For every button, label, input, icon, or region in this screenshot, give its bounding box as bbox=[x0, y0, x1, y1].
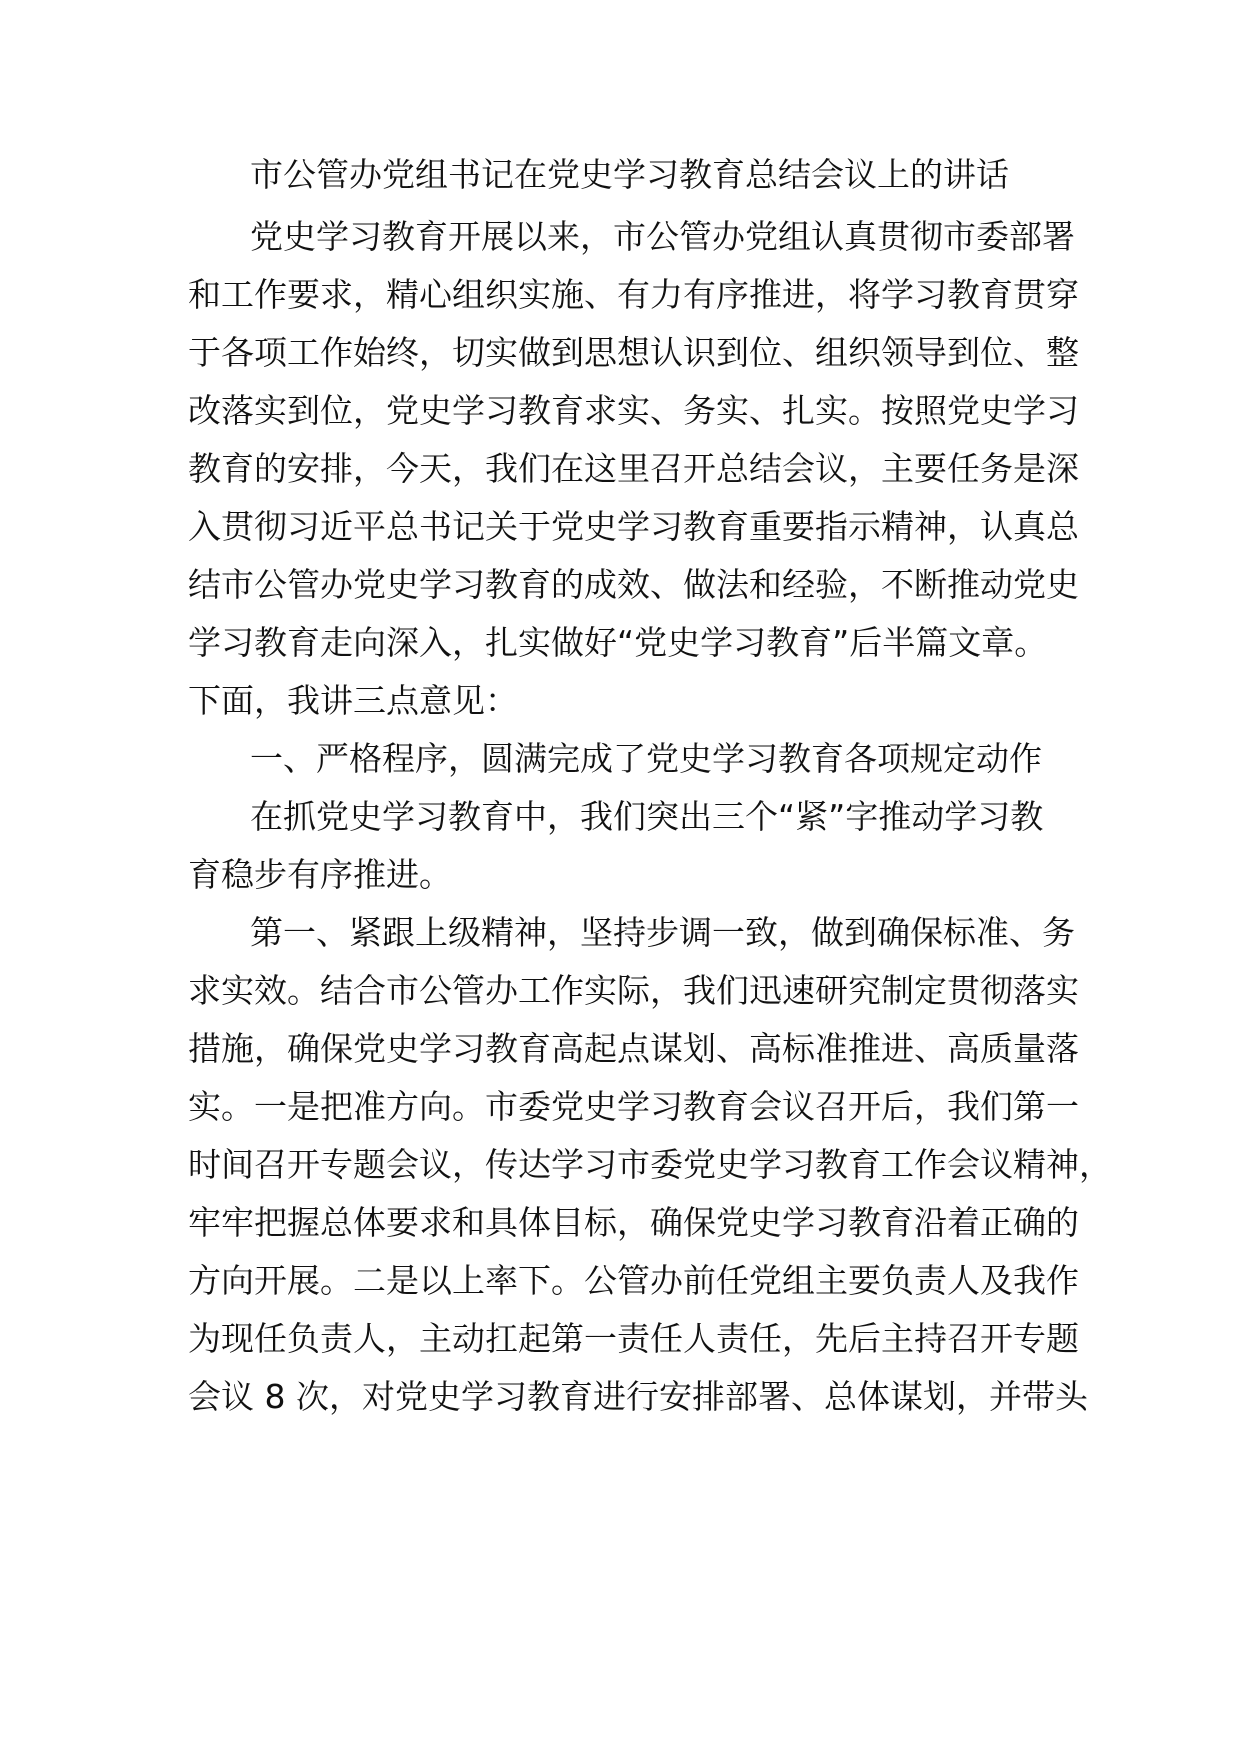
paragraph-4-line-6: 牢牢把握总体要求和具体目标，确保党史学习教育沿着正确的 bbox=[188, 1203, 1079, 1242]
paragraph-4-line-4: 实。一是把准方向。市委党史学习教育会议召开后，我们第一 bbox=[188, 1087, 1079, 1126]
paragraph-1-line-2: 和工作要求，精心组织实施、有力有序推进，将学习教育贯穿 bbox=[188, 275, 1079, 314]
paragraph-4-line-9: 会议 8 次，对党史学习教育进行安排部署、总体谋划，并带头 bbox=[188, 1377, 1088, 1416]
paragraph-4-line-1: 第一、紧跟上级精神，坚持步调一致，做到确保标准、务 bbox=[250, 913, 1075, 952]
paragraph-4-line-3: 措施，确保党史学习教育高起点谋划、高标准推进、高质量落 bbox=[188, 1029, 1079, 1068]
paragraph-1-line-6: 入贯彻习近平总书记关于党史学习教育重要指示精神，认真总 bbox=[188, 507, 1079, 546]
paragraph-4-line-8: 为现任负责人，主动扛起第一责任人责任，先后主持召开专题 bbox=[188, 1319, 1079, 1358]
paragraph-4-line-7: 方向开展。二是以上率下。公管办前任党组主要负责人及我作 bbox=[188, 1261, 1079, 1300]
section-heading-1: 一、严格程序，圆满完成了党史学习教育各项规定动作 bbox=[250, 739, 1042, 778]
paragraph-1-line-4: 改落实到位，党史学习教育求实、务实、扎实。按照党史学习 bbox=[188, 391, 1079, 430]
paragraph-4-line-5: 时间召开专题会议，传达学习市委党史学习教育工作会议精神， bbox=[188, 1145, 1112, 1184]
paragraph-4-line-2: 求实效。结合市公管办工作实际，我们迅速研究制定贯彻落实 bbox=[188, 971, 1079, 1010]
paragraph-3-line-1: 在抓党史学习教育中，我们突出三个“紧”字推动学习教 bbox=[250, 797, 1044, 836]
paragraph-1-line-9: 下面，我讲三点意见： bbox=[188, 681, 518, 720]
document-title: 市公管办党组书记在党史学习教育总结会议上的讲话 bbox=[250, 155, 1009, 194]
paragraph-1-line-3: 于各项工作始终，切实做到思想认识到位、组织领导到位、整 bbox=[188, 333, 1079, 372]
paragraph-1-line-7: 结市公管办党史学习教育的成效、做法和经验，不断推动党史 bbox=[188, 565, 1079, 604]
paragraph-1-line-8: 学习教育走向深入，扎实做好“党史学习教育”后半篇文章。 bbox=[188, 623, 1048, 662]
paragraph-1-line-5: 教育的安排，今天，我们在这里召开总结会议，主要任务是深 bbox=[188, 449, 1079, 488]
paragraph-3-line-2: 育稳步有序推进。 bbox=[188, 855, 452, 894]
paragraph-1-line-1: 党史学习教育开展以来，市公管办党组认真贯彻市委部署 bbox=[250, 217, 1075, 256]
